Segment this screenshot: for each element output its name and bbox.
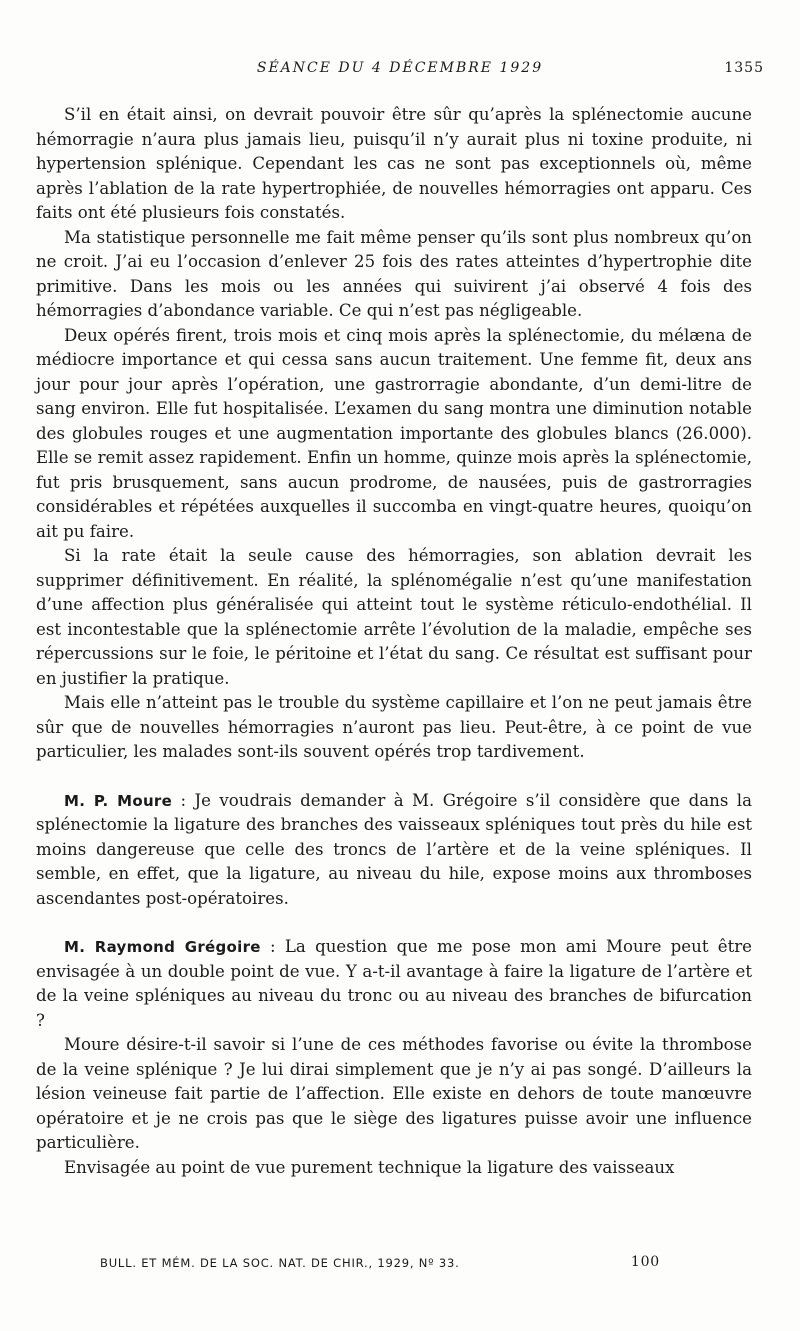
running-head (36, 60, 764, 82)
paragraph-3: Deux opérés firent, trois mois et cinq mois après la splénectomie, du mélæna de médiocre importance et qui cessa sans aucun traitement. Une femme fit, deux ans jour pour jour après l’opération, une gastrorragie abondante, d’un demi-litre de sang environ. Elle fut hospitalisée. L’examen du sang montra une diminution notable des globules rouges et une augmentation importante des globules blancs (26.000). Elle se remit assez rapidement. Enfin un homme, quinze mois après la splénectomie, fut pris brusquement, sans aucun prodrome, de nausées, puis de gastrorragies considérables et répétées auxquelles il succomba en vingt-quatre heures, quoiqu’on ait pu faire. (36, 325, 752, 541)
bulletin-reference: BULL. ET MÉM. DE LA SOC. NAT. DE CHIR., 1929, Nº 33. (100, 1256, 460, 1270)
page-number: 1355 (724, 60, 764, 76)
paragraph-1: S’il en était ainsi, on devrait pouvoir être sûr qu’après la splénectomie aucune hémorragie n’aura plus jamais lieu, puisqu’il n’y aurait plus ni toxine produite, ni hypertension splénique. Cependant les cas ne sont pas exceptionnels où, même après l’ablation de la rate hypertrophiée, de nouvelles hémorragies ont apparu. Ces faits ont été plusieurs fois constatés. (36, 105, 752, 222)
gregoire-reply: : La question que me pose mon ami Moure peut être envisagée à un double point de vue. Y a-t-il avantage à faire la ligature de l’artère et de la veine spléniques au niveau du tronc ou au niveau des branches de bifurcation ? (36, 937, 752, 1030)
paragraph-5: Mais elle n’atteint pas le trouble du système capillaire et l’on ne peut jamais être sûr que de nouvelles hémorragies n’auront pas lieu. Peut-être, à ce point de vue particulier, les malades sont-ils souvent opérés trop tardivement. (36, 693, 752, 761)
running-head-title: SÉANCE DU 4 DÉCEMBRE 1929 (256, 60, 544, 76)
page-footer (100, 1256, 660, 1274)
discussion-gregoire (36, 935, 752, 1033)
discussion-moure (36, 789, 752, 912)
speaker-gregoire: M. Raymond Grégoire (64, 938, 261, 956)
paragraph-4: Si la rate était la seule cause des hémorragies, son ablation devrait les supprimer définitivement. En réalité, la splénomégalie n’est qu’une manifestation d’une affection plus généralisée qui atteint tout le système réticulo-endothélial. Il est incontestable que la splénectomie arrête l’évolution de la maladie, empêche ses répercussions sur le foie, le péritoine et l’état du sang. Ce résultat est suffisant pour en justifier la pratique. (36, 546, 752, 688)
paragraph-closing-2: Envisagée au point de vue purement technique la ligature des vaisseaux (64, 1157, 675, 1177)
article-body (36, 103, 752, 1180)
sheet-number: 100 (630, 1254, 660, 1270)
speaker-moure: M. P. Moure (64, 791, 173, 810)
paragraph-closing-1: Moure désire-t-il savoir si l’une de ces méthodes favorise ou évite la thrombose de la veine splénique ? Je lui dirai simplement que je n’y ai pas songé. D’ailleurs la lésion veineuse fait partie de l’affection. Elle existe en dehors de toute manœuvre opératoire et je ne crois pas que le siège des ligatures puisse avoir une influence particulière. (36, 1035, 752, 1152)
paragraph-2: Ma statistique personnelle me fait même penser qu’ils sont plus nombreux qu’on ne croit. J’ai eu l’occasion d’enlever 25 fois des rates atteintes d’hypertrophie dite primitive. Dans les mois ou les années qui suivirent j’ai observé 4 fois des hémorragies d’abondance variable. Ce qui n’est pas négligeable. (36, 227, 752, 320)
moure-remark: : Je voudrais demander à M. Grégoire s’il considère que dans la splénectomie la ligature des branches des vaisseaux spléniques tout près du hile est moins dangereuse que celle des troncs de l’artère et de la veine spléniques. Il semble, en effet, que la ligature, au niveau du hile, expose moins aux thromboses ascendantes post-opératoires. (36, 790, 752, 908)
